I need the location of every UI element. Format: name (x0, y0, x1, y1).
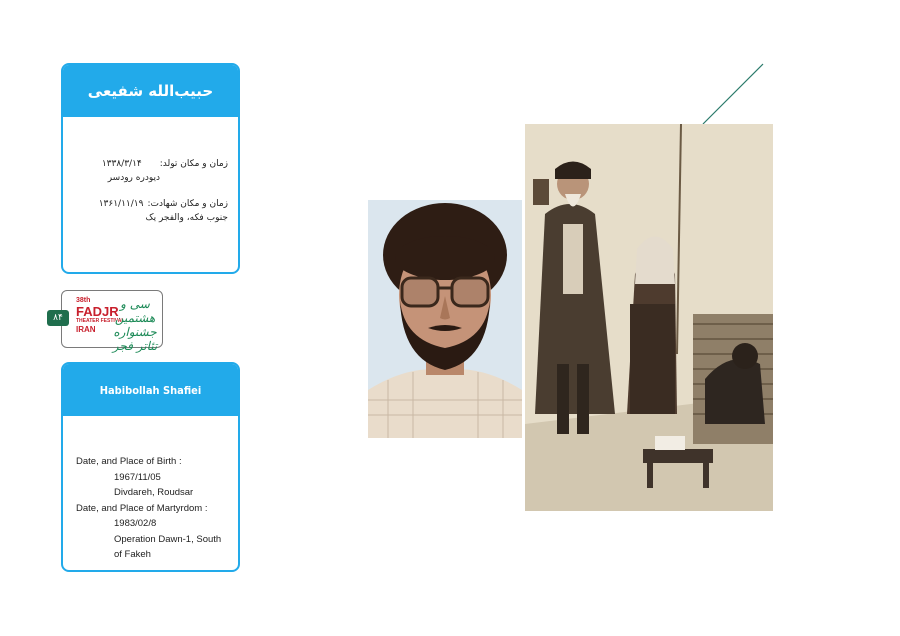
persian-birth-date: ۱۳۳۸/۳/۱۴ (101, 159, 142, 169)
persian-birth-place: دیودره رودسر (107, 173, 160, 183)
english-birth-date: 1967/11/05 (114, 471, 161, 483)
english-info-card (61, 362, 240, 572)
english-martyrdom-date: 1983/02/8 (114, 518, 157, 529)
english-martyrdom-label: Date, and Place of Martyrdom : (76, 502, 208, 514)
portrait-photo (368, 200, 522, 438)
english-birth-label: Date, and Place of Birth : (76, 456, 182, 467)
persian-birth-label: زمان و مکان تولد: (159, 159, 228, 169)
stage-scene-photo (525, 124, 773, 511)
persian-calligraphy-logo: سی و هشتمین جشنواره تئاتر فجر (112, 297, 158, 353)
persian-martyrdom-date: ۱۳۶۱/۱۱/۱۹ (98, 199, 144, 209)
persian-details (63, 117, 238, 225)
persian-name-title: حبیب‌الله شفیعی (63, 65, 238, 117)
english-martyrdom-place-line1: Operation Dawn-1, South (114, 533, 222, 545)
persian-martyrdom-label: زمان و مکان شهادت: (147, 199, 228, 209)
english-birth-place: Divdareh, Roudsar (114, 487, 194, 498)
decorative-line (700, 62, 770, 128)
fadjr-wordmark: 38th FADJR THEATER FESTIVAL IRAN (76, 297, 125, 334)
persian-martyrdom-place: جنوب فکه، والفجر یک (145, 213, 228, 223)
english-name-title: Habibollah Shafiei (63, 364, 238, 416)
festival-logo (61, 290, 163, 353)
page-number-badge: ۸۴ (47, 310, 69, 326)
english-details (63, 416, 238, 563)
persian-info-card (61, 63, 240, 274)
english-martyrdom-place-line2: of Fakeh (114, 549, 151, 560)
